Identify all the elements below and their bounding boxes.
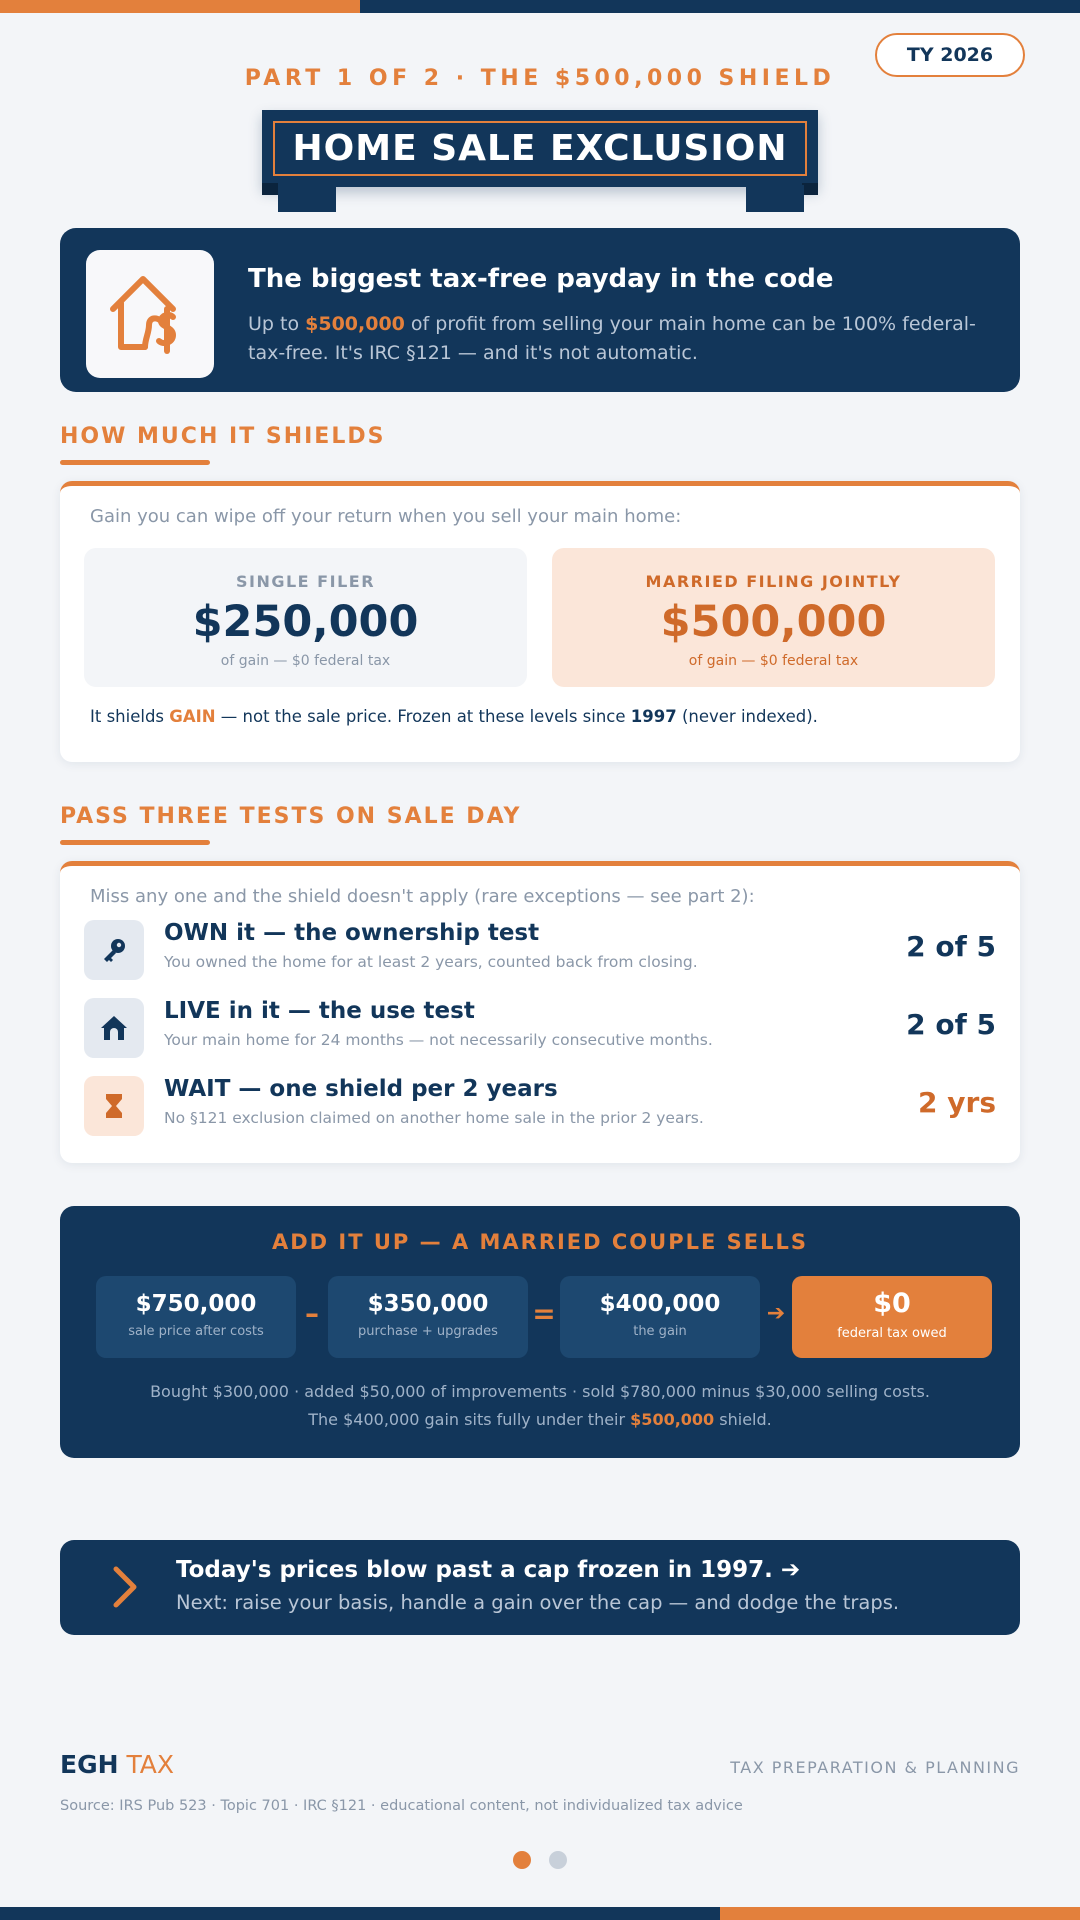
test-value: 2 of 5	[906, 930, 996, 963]
calc-box-sale-price	[96, 1276, 296, 1358]
test-row-use	[84, 996, 996, 1060]
page-dot-1[interactable]	[513, 1851, 531, 1869]
calc-box-tax-owed	[792, 1276, 992, 1358]
test-name: WAIT — one shield per 2 years	[164, 1076, 558, 1102]
calc-box-basis	[328, 1276, 528, 1358]
calc-label: the gain	[633, 1324, 687, 1339]
ribbon-fold-right	[802, 183, 818, 195]
calc-value: $750,000	[135, 1291, 257, 1317]
brand-tagline: TAX PREPARATION & PLANNING	[730, 1758, 1020, 1777]
calc-footnote: Bought $300,000 · added $50,000 of improvements · sold $780,000 minus $30,000 selling costs.	[150, 1382, 930, 1401]
page-title: HOME SALE EXCLUSION	[292, 128, 788, 169]
test-row-wait	[84, 1074, 996, 1138]
hero-title: The biggest tax-free payday in the code	[248, 264, 834, 294]
arrow-right-icon: ➔	[766, 1301, 786, 1326]
example-calculation-card	[60, 1206, 1020, 1458]
hero-card	[60, 228, 1020, 392]
chevron-right-icon	[110, 1564, 140, 1614]
test-description: You owned the home for at least 2 years, counted back from closing.	[164, 953, 698, 971]
tax-year-badge: TY 2026	[875, 33, 1025, 77]
calc-value: $350,000	[367, 1291, 489, 1317]
single-filer-label: SINGLE FILER	[235, 572, 376, 591]
section-underline	[60, 460, 210, 465]
house-icon	[84, 998, 144, 1058]
joint-filer-label: MARRIED FILING JOINTLY	[645, 572, 902, 591]
calc-value: $400,000	[599, 1291, 721, 1317]
test-name: LIVE in it — the use test	[164, 998, 475, 1024]
tests-intro: Miss any one and the shield doesn't apply (rare exceptions — see part 2):	[90, 886, 755, 907]
ribbon-fold-left	[262, 183, 278, 195]
calc-label: federal tax owed	[837, 1326, 947, 1341]
single-filer-sub: of gain — $0 federal tax	[220, 653, 391, 669]
key-icon	[84, 920, 144, 980]
next-title: Today's prices blow past a cap frozen in 1997. ➔	[176, 1557, 801, 1583]
ribbon-tail-left	[278, 185, 336, 212]
joint-filer-sub: of gain — $0 federal tax	[688, 653, 859, 669]
calc-label: sale price after costs	[128, 1324, 264, 1339]
calc-label: purchase + upgrades	[358, 1324, 498, 1339]
test-description: Your main home for 24 months — not necessarily consecutive months.	[164, 1031, 713, 1049]
ribbon-tail-right	[746, 185, 804, 212]
page-dot-2[interactable]	[549, 1851, 567, 1869]
calc-box-gain	[560, 1276, 760, 1358]
calc-value: $0	[873, 1288, 911, 1319]
calc-footnote-2: The $400,000 gain sits fully under their $500,000 shield.	[308, 1410, 772, 1429]
pagination-dots	[0, 1851, 1080, 1869]
series-kicker: PART 1 OF 2 · THE $500,000 SHIELD	[244, 66, 836, 91]
test-value: 2 of 5	[906, 1008, 996, 1041]
tests-card	[60, 861, 1020, 1163]
house-dollar-icon	[86, 250, 214, 378]
shield-note: It shields GAIN — not the sale price. Frozen at these levels since 1997 (never indexed).	[90, 707, 818, 726]
top-accent-bar	[0, 0, 1080, 13]
title-banner	[262, 110, 818, 187]
minus-operator: –	[305, 1297, 319, 1330]
source-note: Source: IRS Pub 523 · Topic 701 · IRC §121 · educational content, not individualized tax advice	[60, 1798, 743, 1814]
brand-logo: EGH TAX	[60, 1750, 175, 1779]
next-subtitle: Next: raise your basis, handle a gain over the cap — and dodge the traps.	[176, 1591, 900, 1614]
calc-title: ADD IT UP — A MARRIED COUPLE SELLS	[272, 1230, 808, 1254]
hourglass-icon	[84, 1076, 144, 1136]
equals-operator: =	[532, 1297, 556, 1330]
test-value: 2 yrs	[918, 1086, 996, 1119]
bottom-accent-bar	[0, 1907, 1080, 1920]
shield-intro: Gain you can wipe off your return when you sell your main home:	[90, 506, 682, 527]
next-part-banner[interactable]	[60, 1540, 1020, 1635]
test-name: OWN it — the ownership test	[164, 920, 540, 946]
single-filer-amount: $250,000	[192, 597, 419, 647]
joint-filer-panel	[552, 548, 995, 687]
section-title-tests: PASS THREE TESTS ON SALE DAY	[60, 804, 522, 829]
shield-card	[60, 481, 1020, 762]
joint-filer-amount: $500,000	[660, 597, 887, 647]
single-filer-panel	[84, 548, 527, 687]
section-underline	[60, 840, 210, 845]
hero-description: Up to $500,000 of profit from selling your main home can be 100% federal-tax-free. It's IRC §121 — and it's not automatic.	[248, 313, 976, 364]
test-description: No §121 exclusion claimed on another home sale in the prior 2 years.	[164, 1109, 704, 1127]
section-title-shields: HOW MUCH IT SHIELDS	[60, 424, 386, 449]
test-row-ownership	[84, 918, 996, 982]
